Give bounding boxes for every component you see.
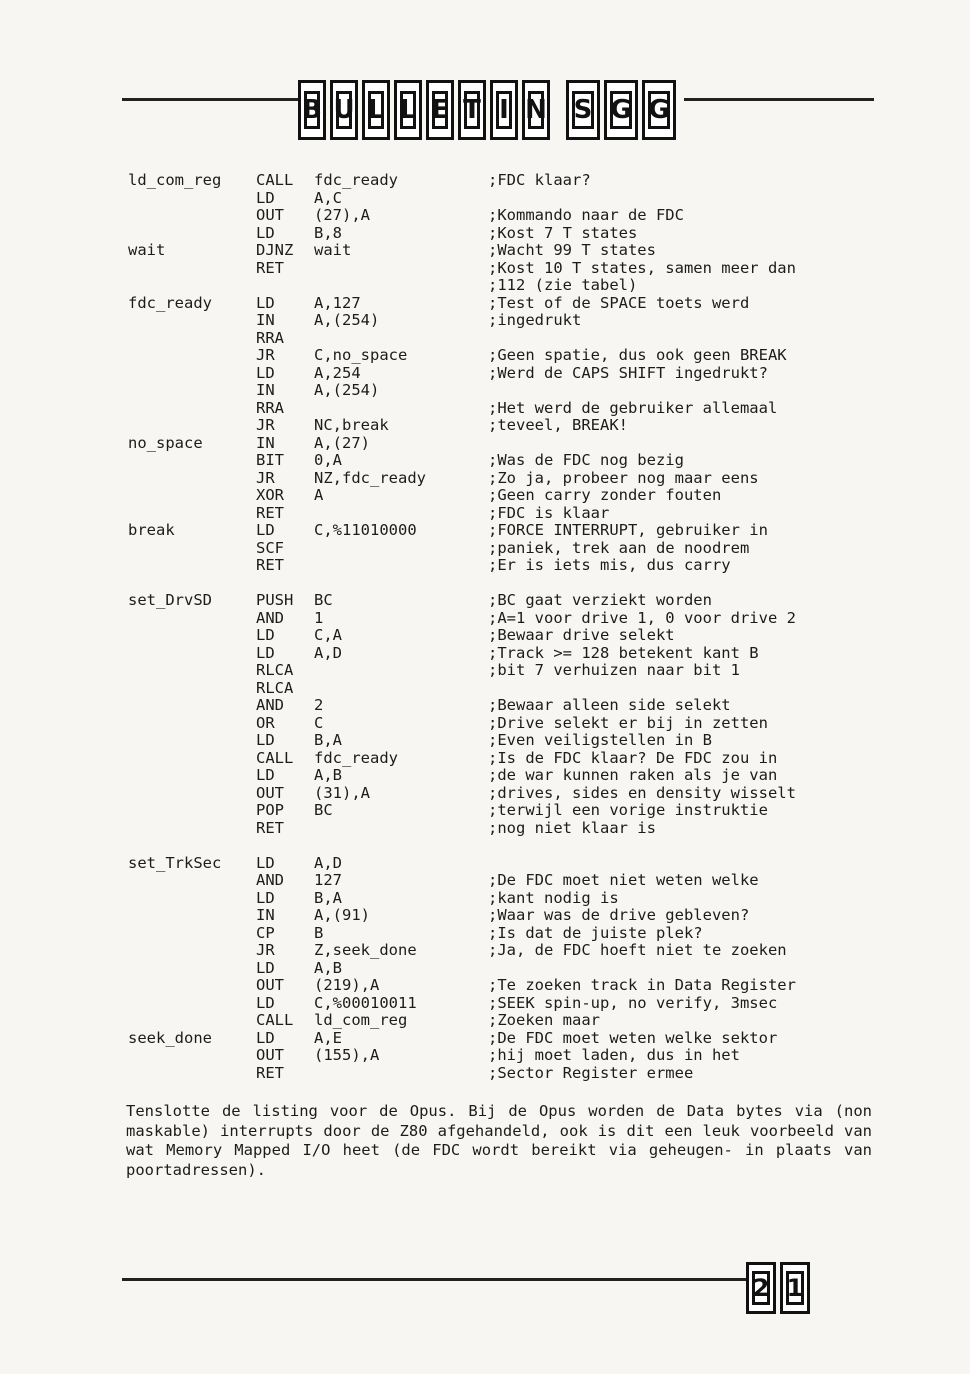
code-opcode: IN [256, 906, 275, 924]
code-operand: A,D [314, 853, 342, 872]
listing-line [128, 767, 888, 785]
sgg-tile-letter: S [572, 91, 594, 129]
code-comment: ;Het werd de gebruiker allemaal [488, 398, 778, 417]
listing-line [128, 995, 888, 1013]
code-opcode: OUT [256, 1046, 284, 1064]
sgg-title [566, 80, 676, 140]
code-operand: A,C [314, 188, 342, 207]
code-opcode: LD [256, 853, 275, 872]
title-tile [522, 80, 550, 140]
code-operand: (155),A [314, 1046, 380, 1064]
code-comment: ;A=1 voor drive 1, 0 voor drive 2 [488, 608, 796, 627]
listing-line [128, 662, 888, 680]
code-operand: C,%00010011 [314, 993, 417, 1012]
code-comment: ;De FDC moet niet weten welke [488, 871, 759, 889]
listing-line [128, 1030, 888, 1048]
code-opcode: LD [256, 888, 275, 907]
listing-line [128, 732, 888, 750]
code-comment: ;Ja, de FDC hoeft niet te zoeken [488, 941, 787, 959]
listing-line [128, 1065, 888, 1083]
code-opcode: IN [256, 381, 275, 399]
listing-line [128, 470, 888, 488]
sgg-tile [642, 80, 676, 140]
listing-line [128, 417, 888, 435]
listing-line [128, 592, 888, 610]
code-opcode: AND [256, 608, 284, 627]
listing-line [128, 347, 888, 365]
code-operand: Z,seek_done [314, 941, 417, 959]
code-operand: A,B [314, 766, 342, 784]
code-comment: ;Track >= 128 betekent kant B [488, 643, 759, 662]
code-operand: ld_com_reg [314, 1011, 408, 1029]
code-opcode: LD [256, 1028, 275, 1047]
listing-line [128, 960, 888, 978]
code-opcode: BIT [256, 451, 284, 469]
code-opcode: JR [256, 346, 275, 364]
code-opcode: LD [256, 643, 275, 662]
code-comment: ;Kost 10 T states, samen meer dan [488, 258, 796, 277]
code-label: ld_com_reg [128, 171, 222, 189]
code-opcode: RRA [256, 398, 284, 417]
code-comment: ;Zoeken maar [488, 1011, 600, 1029]
listing-line [128, 487, 888, 505]
code-label: seek_done [128, 1028, 212, 1047]
code-comment: ;Kommando naar de FDC [488, 206, 684, 224]
code-operand: B [314, 923, 324, 942]
listing-line [128, 312, 888, 330]
code-comment: ;de war kunnen raken als je van [488, 766, 778, 784]
code-opcode: CALL [256, 171, 294, 189]
listing-line [128, 400, 888, 418]
code-comment: ;kant nodig is [488, 888, 619, 907]
sgg-tile [604, 80, 638, 140]
code-operand: A,127 [314, 293, 361, 312]
listing-line [128, 207, 888, 225]
listing-line [128, 452, 888, 470]
code-operand: (219),A [314, 976, 380, 994]
code-operand: fdc_ready [314, 171, 398, 189]
code-comment: ;Drive selekt er bij in zetten [488, 713, 768, 732]
code-opcode: RLCA [256, 678, 294, 697]
listing-line [128, 942, 888, 960]
listing-line [128, 680, 888, 698]
code-operand: B,A [314, 731, 342, 749]
code-comment: ;De FDC moet weten welke sektor [488, 1028, 778, 1047]
code-opcode: OUT [256, 976, 284, 994]
listing-line [128, 522, 888, 540]
title-tile-letter: I [496, 91, 512, 129]
listing-line [128, 977, 888, 995]
listing-line [128, 295, 888, 313]
page-digit-tile [746, 1262, 776, 1314]
code-operand: C,no_space [314, 346, 408, 364]
code-operand: A,(27) [314, 433, 370, 452]
code-opcode: RET [256, 503, 284, 522]
code-comment: ;Bewaar drive selekt [488, 626, 675, 644]
code-comment: ;drives, sides en density wisselt [488, 783, 796, 802]
code-comment: ;Wacht 99 T states [488, 241, 656, 259]
header-banner [298, 80, 676, 140]
code-comment: ;Waar was de drive gebleven? [488, 906, 750, 924]
code-comment: ;FDC klaar? [488, 171, 591, 189]
code-comment: ;bit 7 verhuizen naar bit 1 [488, 661, 740, 679]
code-opcode: LD [256, 766, 275, 784]
code-comment: ;Bewaar alleen side selekt [488, 696, 731, 714]
code-operand: wait [314, 241, 352, 259]
listing-line [128, 435, 888, 453]
code-opcode: IN [256, 311, 275, 329]
code-opcode: POP [256, 801, 284, 819]
code-opcode: OUT [256, 206, 284, 224]
code-label: wait [128, 241, 166, 259]
code-operand: NZ,fdc_ready [314, 468, 426, 487]
code-comment: ;Is de FDC klaar? De FDC zou in [488, 748, 778, 767]
code-opcode: LD [256, 363, 275, 382]
listing-line [128, 890, 888, 908]
listing-line [128, 557, 888, 575]
listing-line [128, 505, 888, 523]
code-operand: B,8 [314, 223, 342, 242]
code-operand: 2 [314, 696, 324, 714]
code-comment: ;Te zoeken track in Data Register [488, 976, 796, 994]
code-operand: 1 [314, 608, 324, 627]
code-opcode: CALL [256, 1011, 294, 1029]
code-opcode: JR [256, 416, 275, 434]
title-tile-letter: N [528, 91, 544, 129]
code-comment: ;terwijl een vorige instruktie [488, 801, 768, 819]
code-comment: ;hij moet laden, dus in het [488, 1046, 740, 1064]
code-comment: ;Was de FDC nog bezig [488, 451, 684, 469]
code-opcode: LD [256, 188, 275, 207]
code-comment: ;112 (zie tabel) [488, 276, 638, 294]
code-operand: A,E [314, 1028, 342, 1047]
code-label: break [128, 521, 175, 539]
code-label: set_DrvSD [128, 591, 212, 609]
listing-line [128, 802, 888, 820]
code-opcode: RET [256, 556, 284, 574]
code-comment: ;Kost 7 T states [488, 223, 638, 242]
code-comment: ;Test of de SPACE toets werd [488, 293, 750, 312]
body-paragraph: Tenslotte de listing voor de Opus. Bij de Opus worden de Data bytes via (non maskable) interrupts door de Z80 afgehandeld, ook is dit een leuk voorbeeld van wat Memory Mapped I/O heet (de FDC wordt bereikt via geheugen- in plaats van poortadressen). [126, 1102, 882, 1179]
title-tile [362, 80, 390, 140]
code-opcode: OR [256, 713, 275, 732]
title-tile [458, 80, 486, 140]
title-tile [394, 80, 422, 140]
code-comment: ;Sector Register ermee [488, 1063, 694, 1082]
code-comment: ;Even veiligstellen in B [488, 731, 712, 749]
title-tile [298, 80, 326, 140]
code-operand: B,A [314, 888, 342, 907]
listing-line [128, 907, 888, 925]
listing-line [128, 277, 888, 295]
title-tile-letter: T [464, 91, 480, 129]
code-comment: ;teveel, BREAK! [488, 416, 628, 434]
code-comment: ;Is dat de juiste plek? [488, 923, 703, 942]
code-operand: A,254 [314, 363, 361, 382]
code-opcode: LD [256, 731, 275, 749]
page-number [746, 1262, 810, 1314]
code-comment: ;Er is iets mis, dus carry [488, 556, 731, 574]
code-operand: fdc_ready [314, 748, 398, 767]
sgg-tile [566, 80, 600, 140]
code-operand: (31),A [314, 783, 370, 802]
code-comment: ;ingedrukt [488, 311, 582, 329]
listing-line [128, 820, 888, 838]
code-operand: A,D [314, 643, 342, 662]
code-operand: A [314, 486, 324, 504]
listing-line [128, 365, 888, 383]
code-opcode: LD [256, 993, 275, 1012]
listing-line [128, 1012, 888, 1030]
code-operand: A,(254) [314, 311, 380, 329]
code-opcode: LD [256, 223, 275, 242]
code-comment: ;FDC is klaar [488, 503, 610, 522]
code-operand: NC,break [314, 416, 389, 434]
title-tile [330, 80, 358, 140]
code-opcode: IN [256, 433, 275, 452]
code-opcode: OUT [256, 783, 284, 802]
listing-line [128, 872, 888, 890]
title-tile-letter: E [432, 91, 448, 129]
code-operand: 0,A [314, 451, 342, 469]
code-opcode: LD [256, 293, 275, 312]
listing-line [128, 785, 888, 803]
code-label: fdc_ready [128, 293, 212, 312]
listing-line [128, 697, 888, 715]
listing-line [128, 172, 888, 190]
listing-line [128, 645, 888, 663]
listing-line [128, 855, 888, 873]
code-opcode: XOR [256, 486, 284, 504]
code-operand: C,%11010000 [314, 521, 417, 539]
listing-line [128, 1047, 888, 1065]
code-comment: ;FORCE INTERRUPT, gebruiker in [488, 521, 768, 539]
code-comment: ;Werd de CAPS SHIFT ingedrukt? [488, 363, 768, 382]
code-opcode: LD [256, 958, 275, 977]
code-operand: (27),A [314, 206, 370, 224]
listing-line [128, 382, 888, 400]
code-operand: A,(91) [314, 906, 370, 924]
code-label: no_space [128, 433, 203, 452]
code-comment: ;SEEK spin-up, no verify, 3msec [488, 993, 778, 1012]
code-opcode: JR [256, 468, 275, 487]
page-digit-tile-letter: 2 [752, 1271, 770, 1305]
code-comment: ;nog niet klaar is [488, 818, 656, 837]
page-digit-tile-letter: 1 [786, 1271, 804, 1305]
listing-line [128, 627, 888, 645]
code-operand: C [314, 713, 324, 732]
page-digit-tile [780, 1262, 810, 1314]
bulletin-title [298, 80, 550, 140]
listing-line [128, 575, 888, 593]
code-label: set_TrkSec [128, 853, 222, 872]
code-opcode: SCF [256, 538, 284, 557]
listing-line [128, 330, 888, 348]
code-opcode: JR [256, 941, 275, 959]
title-tile-letter: U [336, 91, 352, 129]
title-tile-letter: L [368, 91, 384, 129]
code-comment: ;Geen carry zonder fouten [488, 486, 722, 504]
title-tile-letter: L [400, 91, 416, 129]
code-comment: ;Zo ja, probeer nog maar eens [488, 468, 759, 487]
code-opcode: CP [256, 923, 275, 942]
code-operand: C,A [314, 626, 342, 644]
code-operand: A,(254) [314, 381, 380, 399]
code-opcode: RLCA [256, 661, 294, 679]
code-opcode: RET [256, 818, 284, 837]
code-opcode: LD [256, 521, 275, 539]
listing-line [128, 715, 888, 733]
header-rule-left [122, 98, 298, 101]
code-comment: ;BC gaat verziekt worden [488, 591, 712, 609]
listing-line [128, 925, 888, 943]
code-opcode: AND [256, 871, 284, 889]
listing-line [128, 837, 888, 855]
code-opcode: CALL [256, 748, 294, 767]
title-tile-letter: B [304, 91, 320, 129]
code-operand: A,B [314, 958, 342, 977]
listing-line [128, 540, 888, 558]
listing-line [128, 750, 888, 768]
code-operand: BC [314, 591, 333, 609]
code-opcode: LD [256, 626, 275, 644]
code-opcode: AND [256, 696, 284, 714]
sgg-tile-letter: G [610, 91, 632, 129]
code-opcode: PUSH [256, 591, 294, 609]
code-comment: ;Geen spatie, dus ook geen BREAK [488, 346, 787, 364]
assembly-listing [128, 172, 888, 1082]
code-opcode: RET [256, 258, 284, 277]
sgg-tile-letter: G [648, 91, 670, 129]
title-tile [490, 80, 518, 140]
listing-line [128, 225, 888, 243]
code-opcode: DJNZ [256, 241, 294, 259]
listing-line [128, 260, 888, 278]
listing-line [128, 610, 888, 628]
header-rule-right [684, 98, 874, 101]
title-tile [426, 80, 454, 140]
code-comment: ;paniek, trek aan de noodrem [488, 538, 750, 557]
code-operand: BC [314, 801, 333, 819]
listing-line [128, 242, 888, 260]
listing-line [128, 190, 888, 208]
footer-rule [122, 1278, 746, 1281]
code-opcode: RRA [256, 328, 284, 347]
code-operand: 127 [314, 871, 342, 889]
code-opcode: RET [256, 1063, 284, 1082]
